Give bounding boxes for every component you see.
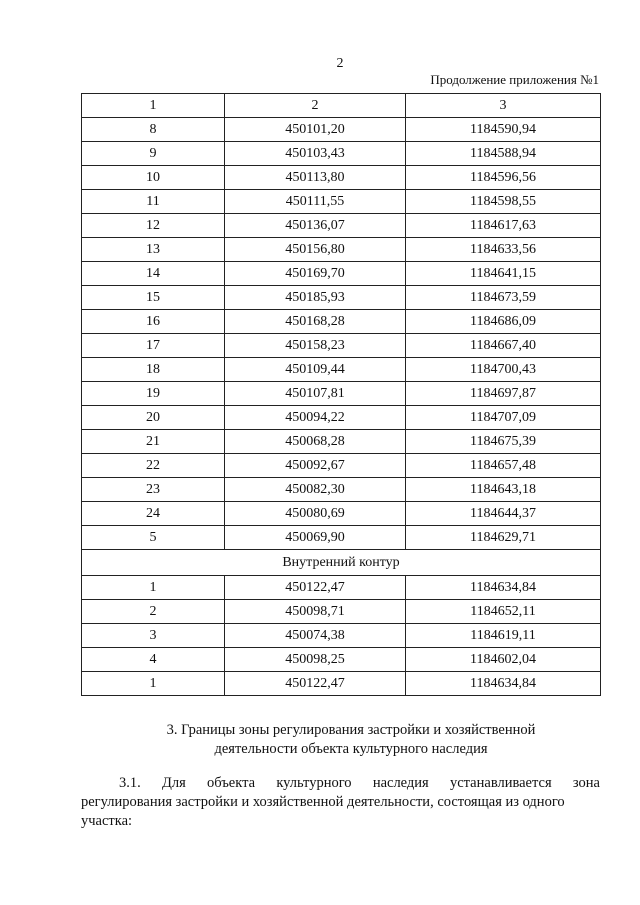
table-row (82, 262, 601, 286)
point-number-cell: 1 (82, 672, 225, 696)
y-coordinate-cell: 1184675,39 (406, 430, 601, 454)
y-coordinate-cell: 1184644,37 (406, 502, 601, 526)
x-coordinate-cell: 450107,81 (225, 382, 406, 406)
y-coordinate-cell: 1184643,18 (406, 478, 601, 502)
table-row (82, 406, 601, 430)
y-coordinate-cell: 1184617,63 (406, 214, 601, 238)
table-row (82, 190, 601, 214)
y-coordinate-cell: 1184667,40 (406, 334, 601, 358)
table-row (82, 600, 601, 624)
table-row (82, 118, 601, 142)
x-coordinate-cell: 450103,43 (225, 142, 406, 166)
x-coordinate-cell: 450168,28 (225, 310, 406, 334)
paragraph-word: наследия (372, 775, 429, 791)
paragraph-word: 3.1. (119, 775, 141, 791)
point-number-cell: 12 (82, 214, 225, 238)
point-number-cell: 10 (82, 166, 225, 190)
x-coordinate-cell: 450098,71 (225, 600, 406, 624)
x-coordinate-cell: 450082,30 (225, 478, 406, 502)
table-row (82, 672, 601, 696)
table-row (82, 358, 601, 382)
point-number-cell: 8 (82, 118, 225, 142)
section-heading (112, 721, 590, 759)
table-row (82, 286, 601, 310)
paragraph-line-1 (81, 774, 600, 793)
x-coordinate-cell: 450094,22 (225, 406, 406, 430)
table-row (82, 624, 601, 648)
point-number-cell: 19 (82, 382, 225, 406)
point-number-cell: 23 (82, 478, 225, 502)
x-coordinate-cell: 450111,55 (225, 190, 406, 214)
x-coordinate-cell: 450185,93 (225, 286, 406, 310)
coordinates-table (81, 93, 601, 696)
y-coordinate-cell: 1184686,09 (406, 310, 601, 334)
y-coordinate-cell: 3 (406, 94, 601, 118)
paragraph-word: Для (162, 775, 186, 791)
paragraph-word: зона (572, 775, 600, 791)
table-row (82, 454, 601, 478)
y-coordinate-cell: 1184652,11 (406, 600, 601, 624)
section-heading-line-2: деятельности объекта культурного наследия (214, 741, 488, 757)
x-coordinate-cell: 450158,23 (225, 334, 406, 358)
x-coordinate-cell: 450098,25 (225, 648, 406, 672)
table-row (82, 576, 601, 600)
table-row (82, 166, 601, 190)
point-number-cell: 2 (82, 600, 225, 624)
point-number-cell: 14 (82, 262, 225, 286)
y-coordinate-cell: 1184629,71 (406, 526, 601, 550)
table-row (82, 238, 601, 262)
point-number-cell: 5 (82, 526, 225, 550)
point-number-cell: 15 (82, 286, 225, 310)
table-row (82, 310, 601, 334)
y-coordinate-cell: 1184588,94 (406, 142, 601, 166)
point-number-cell: 17 (82, 334, 225, 358)
y-coordinate-cell: 1184673,59 (406, 286, 601, 310)
y-coordinate-cell: 1184697,87 (406, 382, 601, 406)
table-row (82, 214, 601, 238)
table-row (82, 526, 601, 550)
point-number-cell: 4 (82, 648, 225, 672)
paragraph-word: объекта (207, 775, 256, 791)
y-coordinate-cell: 1184634,84 (406, 576, 601, 600)
paragraph-3-1 (81, 774, 600, 831)
x-coordinate-cell: 450113,80 (225, 166, 406, 190)
table-row (82, 382, 601, 406)
point-number-cell: 11 (82, 190, 225, 214)
x-coordinate-cell: 450122,47 (225, 672, 406, 696)
section-heading-line-1: 3. Границы зоны регулирования застройки и хозяйственной (166, 722, 536, 738)
y-coordinate-cell: 1184598,55 (406, 190, 601, 214)
x-coordinate-cell: 450092,67 (225, 454, 406, 478)
y-coordinate-cell: 1184700,43 (406, 358, 601, 382)
point-number-cell: 20 (82, 406, 225, 430)
y-coordinate-cell: 1184596,56 (406, 166, 601, 190)
point-number-cell: 1 (82, 576, 225, 600)
inner-contour-label: Внутренний контур (82, 550, 601, 576)
y-coordinate-cell: 1184602,04 (406, 648, 601, 672)
table-header-row (82, 94, 601, 118)
x-coordinate-cell: 450109,44 (225, 358, 406, 382)
point-number-cell: 13 (82, 238, 225, 262)
x-coordinate-cell: 450156,80 (225, 238, 406, 262)
x-coordinate-cell: 450069,90 (225, 526, 406, 550)
x-coordinate-cell: 450080,69 (225, 502, 406, 526)
y-coordinate-cell: 1184641,15 (406, 262, 601, 286)
table-row (82, 334, 601, 358)
table-row (82, 430, 601, 454)
paragraph-line-3: участка: (81, 813, 133, 829)
y-coordinate-cell: 1184619,11 (406, 624, 601, 648)
y-coordinate-cell: 1184707,09 (406, 406, 601, 430)
point-number-cell: 16 (82, 310, 225, 334)
point-number-cell: 9 (82, 142, 225, 166)
x-coordinate-cell: 450074,38 (225, 624, 406, 648)
table-row (82, 502, 601, 526)
paragraph-word: культурного (276, 775, 352, 791)
point-number-cell: 1 (82, 94, 225, 118)
x-coordinate-cell: 2 (225, 94, 406, 118)
y-coordinate-cell: 1184657,48 (406, 454, 601, 478)
y-coordinate-cell: 1184633,56 (406, 238, 601, 262)
x-coordinate-cell: 450169,70 (225, 262, 406, 286)
x-coordinate-cell: 450122,47 (225, 576, 406, 600)
point-number-cell: 24 (82, 502, 225, 526)
point-number-cell: 18 (82, 358, 225, 382)
page-number: 2 (336, 56, 344, 71)
paragraph-line-2: регулирования застройки и хозяйственной деятельности, состоящая из одного (81, 794, 565, 810)
x-coordinate-cell: 450101,20 (225, 118, 406, 142)
table-row (82, 478, 601, 502)
y-coordinate-cell: 1184634,84 (406, 672, 601, 696)
x-coordinate-cell: 450136,07 (225, 214, 406, 238)
table-row (82, 648, 601, 672)
inner-contour-row (82, 550, 601, 576)
point-number-cell: 21 (82, 430, 225, 454)
point-number-cell: 3 (82, 624, 225, 648)
y-coordinate-cell: 1184590,94 (406, 118, 601, 142)
point-number-cell: 22 (82, 454, 225, 478)
x-coordinate-cell: 450068,28 (225, 430, 406, 454)
table-row (82, 142, 601, 166)
paragraph-word: устанавливается (449, 775, 552, 791)
appendix-continuation-note: Продолжение приложения №1 (430, 72, 599, 87)
